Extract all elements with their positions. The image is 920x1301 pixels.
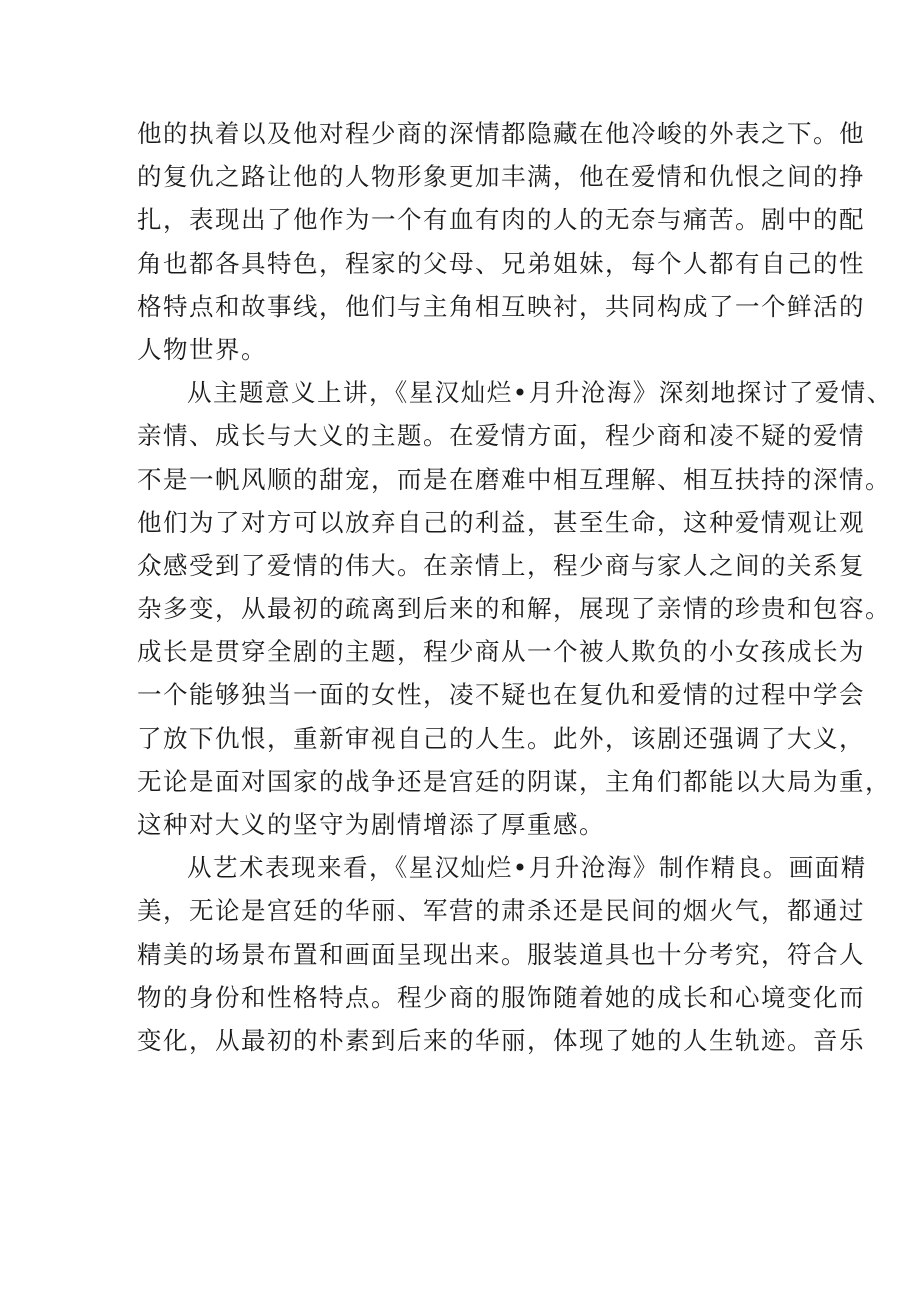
text-line: 成长是贯穿全剧的主题，程少商从一个被人欺负的小女孩成长为 [137, 637, 865, 667]
text-line: 杂多变，从最初的疏离到后来的和解，展现了亲情的珍贵和包容。 [137, 594, 891, 624]
text-line: 这种对大义的坚守为剧情增添了厚重感。 [137, 810, 605, 839]
text-line: 他的执着以及他对程少商的深情都隐藏在他冷峻的外表之下。他 [137, 119, 865, 148]
text-line: 人物世界。 [137, 334, 267, 364]
paragraph-3 [137, 846, 867, 1062]
text-line: 变化，从最初的朴素到后来的华丽，体现了她的人生轨迹。音乐 [137, 1025, 865, 1055]
text-line: 众感受到了爱情的伟大。在亲情上，程少商与家人之间的关系复 [137, 550, 865, 580]
text-line: 物的身份和性格特点。程少商的服饰随着她的成长和心境变化而 [137, 982, 865, 1012]
text-line: 从主题意义上讲，《星汉灿烂•月升沧海》深刻地探讨了爱情、 [187, 378, 893, 408]
text-line: 不是一帆风顺的甜宠，而是在磨难中相互理解、相互扶持的深情。 [137, 464, 891, 494]
text-line: 从艺术表现来看，《星汉灿烂•月升沧海》制作精良。画面精 [187, 853, 867, 883]
text-line: 亲情、成长与大义的主题。在爱情方面，程少商和凌不疑的爱情 [137, 421, 865, 451]
text-line: 美，无论是宫廷的华丽、军营的肃杀还是民间的烟火气，都通过 [137, 896, 865, 926]
paragraph-2 [137, 371, 893, 846]
text-line: 一个能够独当一面的女性，凌不疑也在复仇和爱情的过程中学会 [137, 680, 865, 710]
text-line: 角也都各具特色，程家的父母、兄弟姐妹，每个人都有自己的性 [137, 248, 865, 278]
text-line: 扎，表现出了他作为一个有血有肉的人的无奈与痛苦。剧中的配 [137, 205, 865, 235]
text-line: 的复仇之路让他的人物形象更加丰满，他在爱情和仇恨之间的挣 [137, 162, 865, 192]
text-line: 无论是面对国家的战争还是宫廷的阴谋，主角们都能以大局为重， [137, 766, 891, 796]
text-line: 精美的场景布置和画面呈现出来。服装道具也十分考究，符合人 [137, 939, 865, 969]
text-line: 他们为了对方可以放弃自己的利益，甚至生命，这种爱情观让观 [137, 507, 865, 537]
body-text [137, 112, 893, 1062]
text-line: 格特点和故事线，他们与主角相互映衬，共同构成了一个鲜活的 [137, 291, 865, 321]
text-line: 了放下仇恨，重新审视自己的人生。此外，该剧还强调了大义， [137, 723, 865, 753]
paragraph-1 [137, 112, 865, 371]
